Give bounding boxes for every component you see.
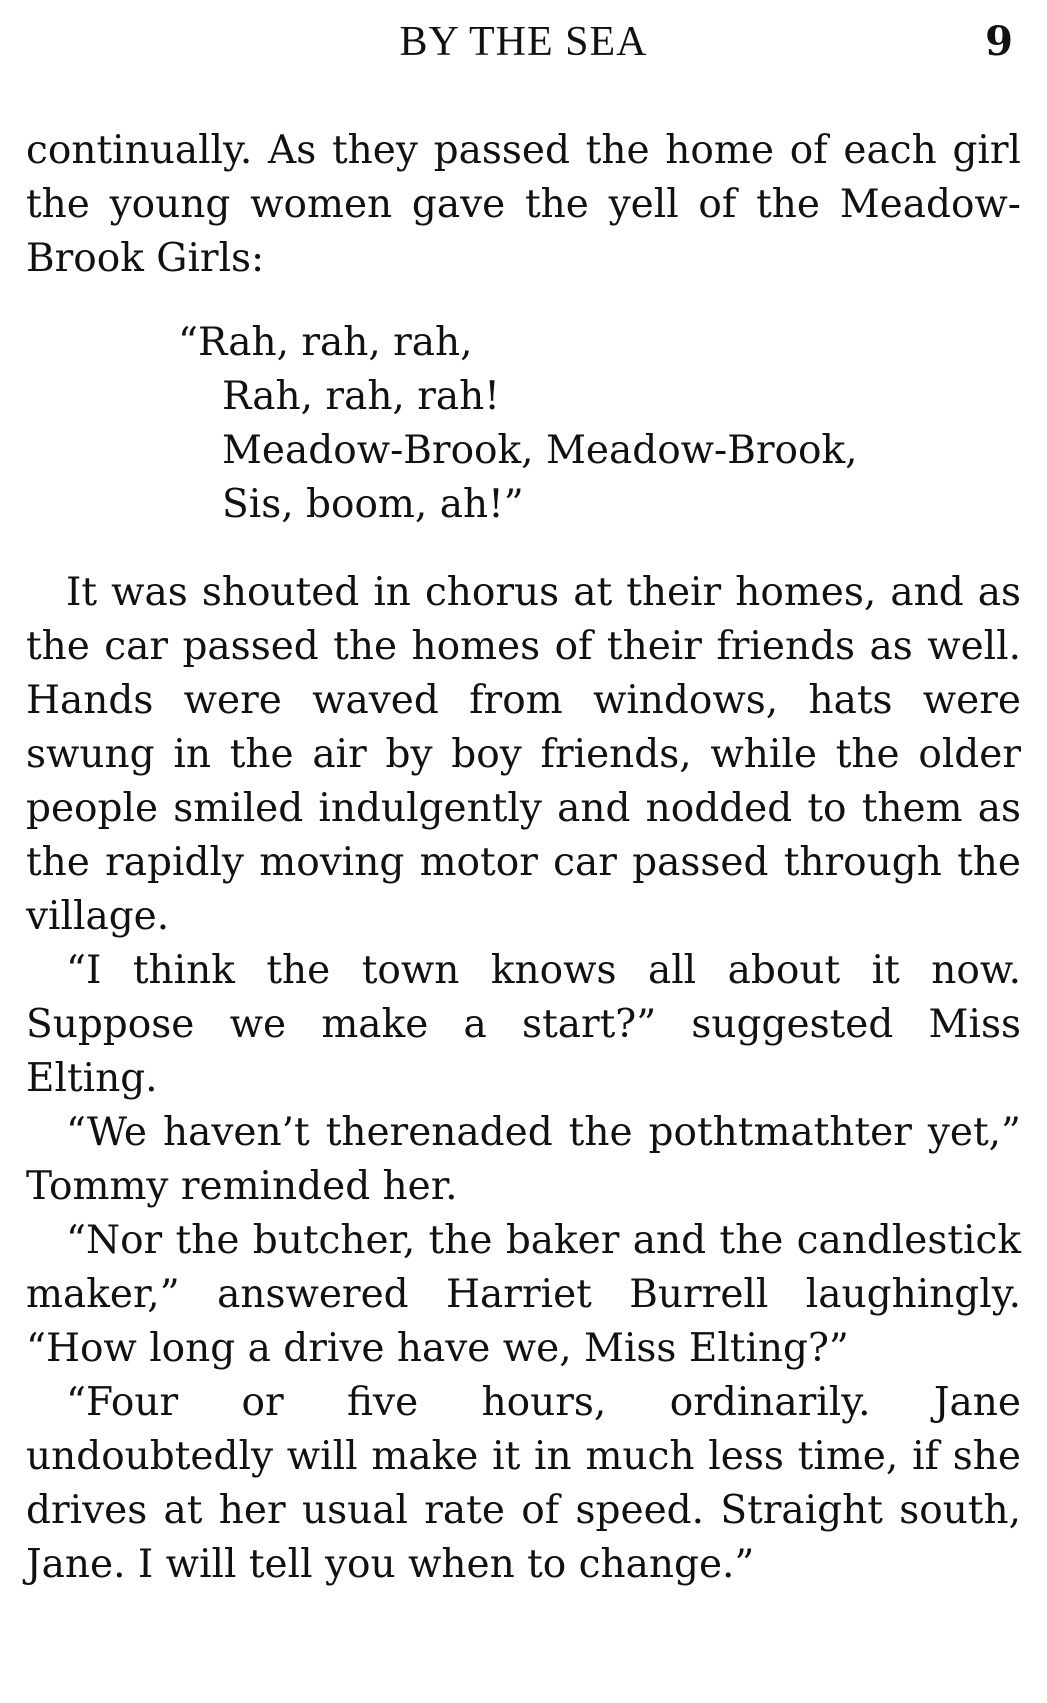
verse-line: “Rah, rah, rah, bbox=[178, 320, 473, 365]
paragraph: It was shouted in chorus at their homes, and as the car passed the homes of their friends as well. Hands were waved from windows, hats were swung in the air by boy friends, while the older people smiled indulgently and nodded to them as the rapidly moving motor car passed through the village. bbox=[26, 570, 1021, 939]
paragraph: “Nor the butcher, the baker and the candlestick maker,” answered Harriet Burrell laughingly. “How long a drive have we, Miss Elting?” bbox=[26, 1218, 1021, 1371]
verse-line: Sis, boom, ah!” bbox=[222, 482, 524, 527]
paragraph: “I think the town knows all about it now. Suppose we make a start?” suggested Miss Elting. bbox=[26, 948, 1021, 1101]
body-text bbox=[26, 124, 1021, 1592]
page-header bbox=[0, 18, 1047, 68]
verse-line: Rah, rah, rah! bbox=[222, 374, 500, 419]
running-head: BY THE SEA bbox=[399, 19, 648, 65]
paragraph: “Four or five hours, ordinarily. Jane undoubtedly will make it in much less time, if she drives at her usual rate of speed. Straight south, Jane. I will tell you when to change.” bbox=[26, 1380, 1021, 1587]
paragraph: “We haven’t therenaded the pothtmathter yet,” Tommy reminded her. bbox=[26, 1110, 1021, 1209]
paragraph-opening: continually. As they passed the home of each girl the young women gave the yell of the Meadow-Brook Girls: bbox=[26, 128, 1021, 281]
page-number: 9 bbox=[985, 18, 1013, 65]
verse-line: Meadow-Brook, Meadow-Brook, bbox=[222, 428, 858, 473]
verse-cheer bbox=[178, 316, 1021, 532]
